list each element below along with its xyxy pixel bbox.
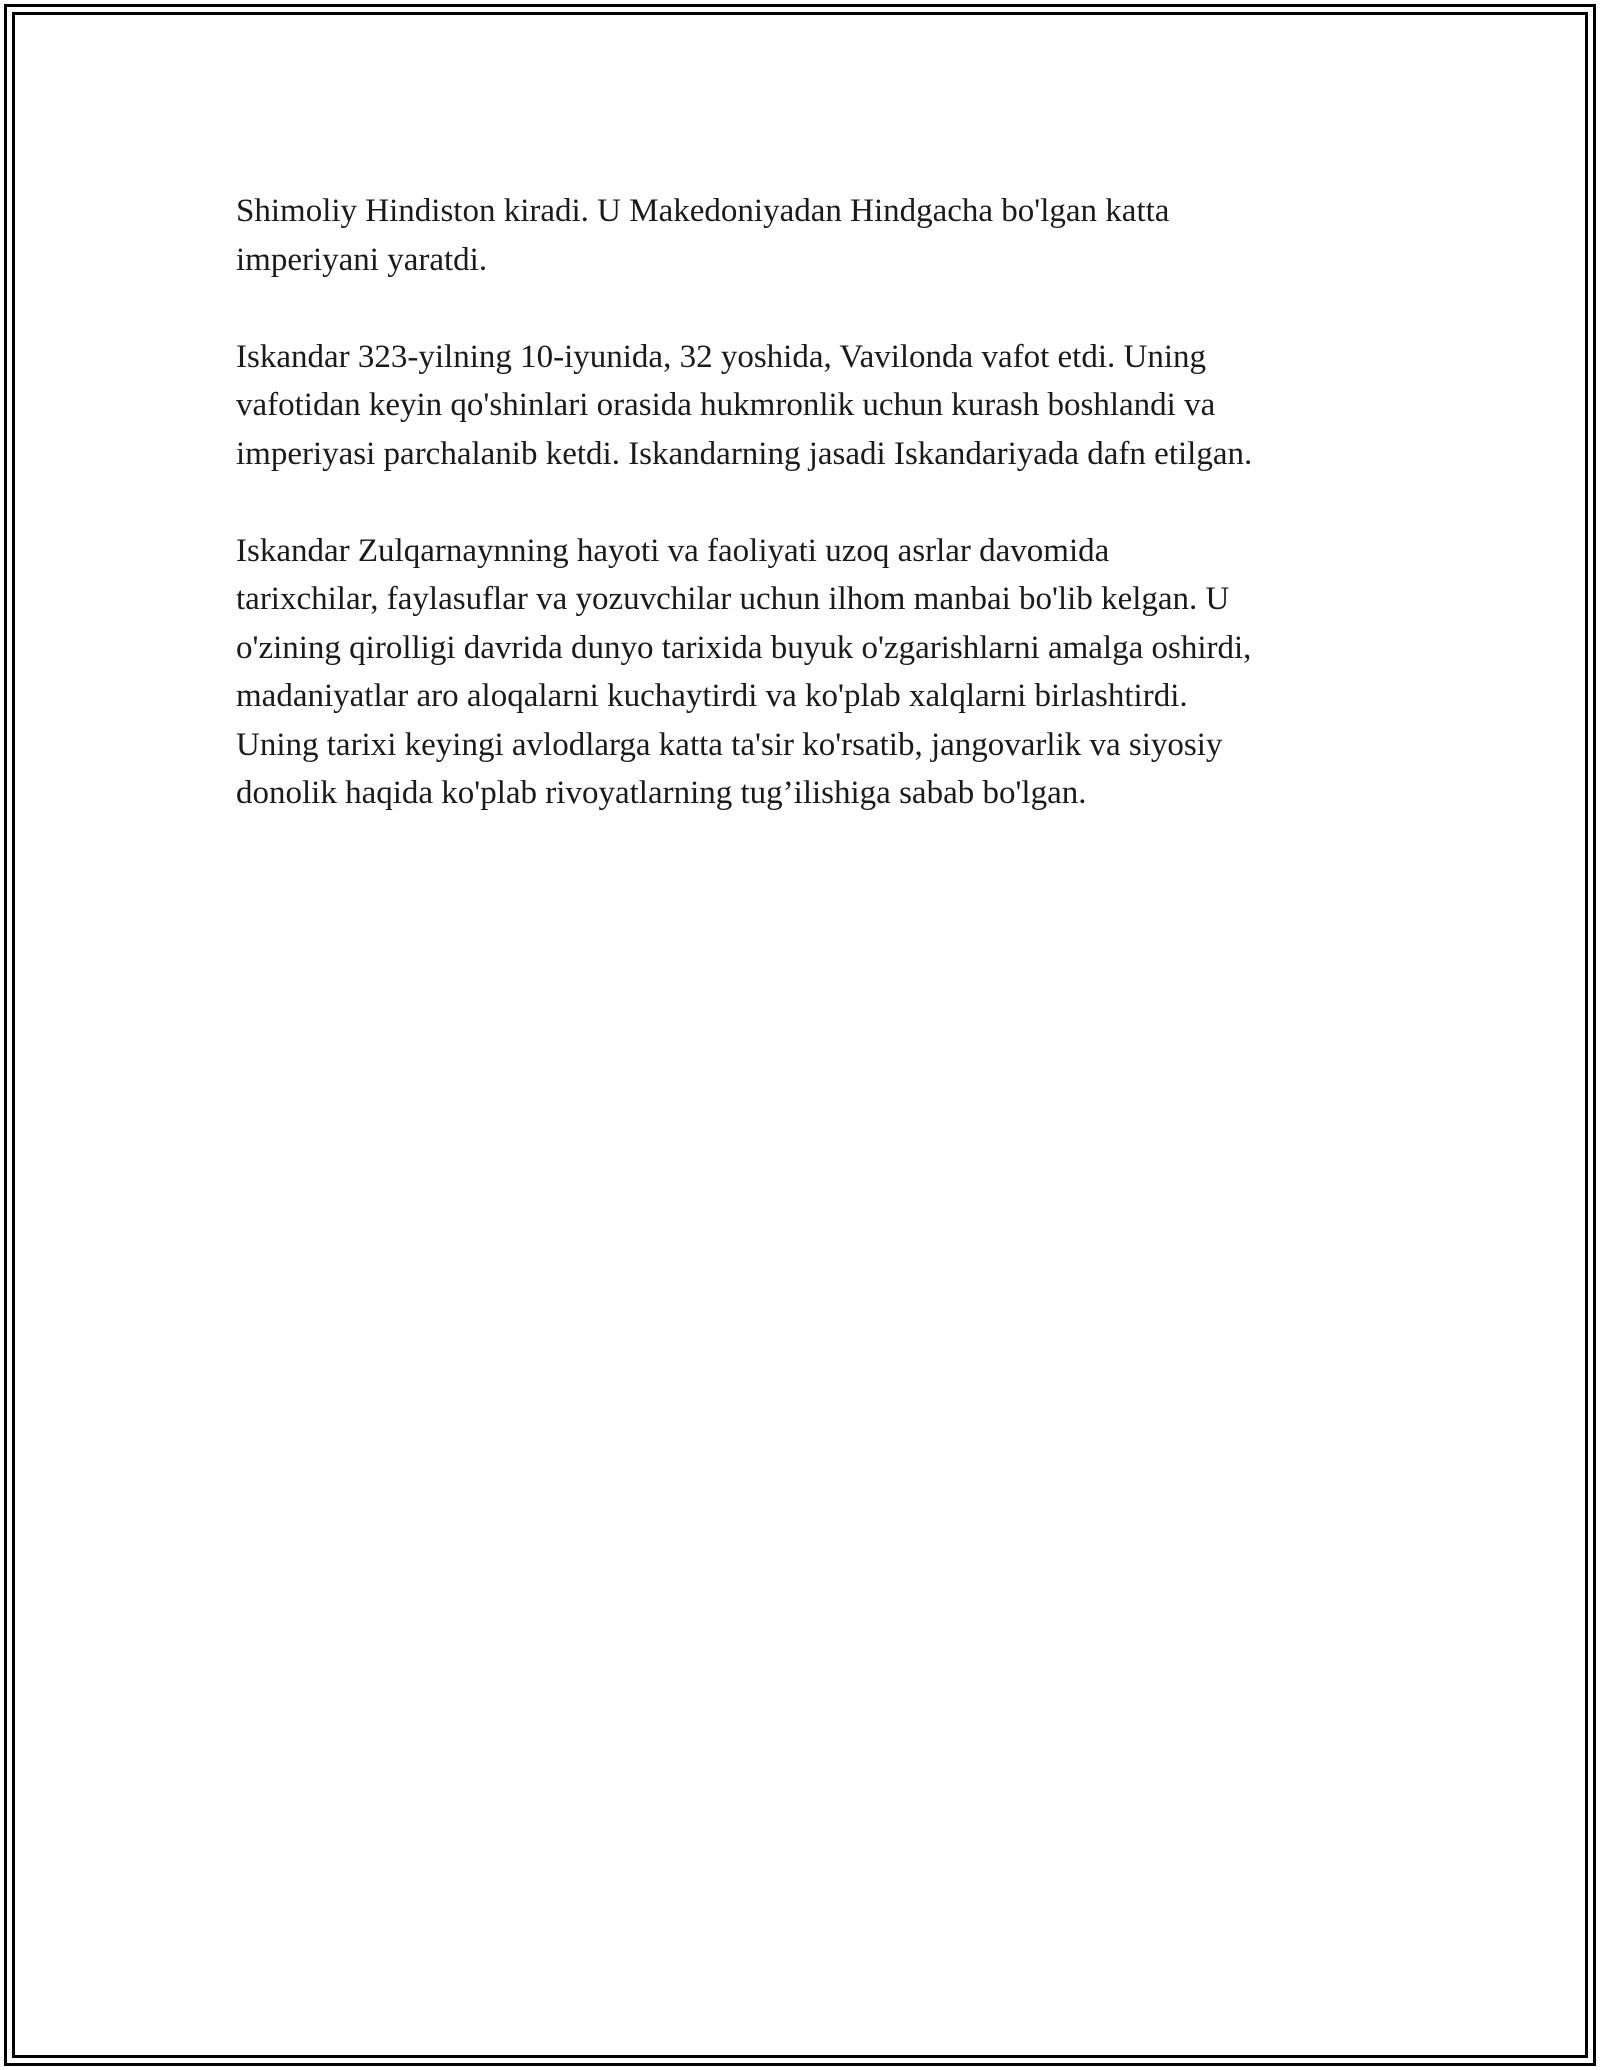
paragraph-line: donolik haqida ko'plab rivoyatlarning tug’ilishiga sabab bo'lgan. bbox=[236, 775, 1087, 811]
paragraph-1 bbox=[236, 187, 1386, 284]
paragraph-line: tarixchilar, faylasuflar va yozuvchilar uchun ilhom manbai bo'lib kelgan. U bbox=[236, 581, 1230, 617]
document-body bbox=[236, 187, 1386, 866]
paragraph-line: imperiyani yaratdi. bbox=[236, 241, 488, 278]
paragraph-3 bbox=[236, 527, 1386, 818]
paragraph-line: Uning tarixi keyingi avlodlarga katta ta'sir ko'rsatib, jangovarlik va siyosiy bbox=[236, 726, 1223, 763]
paragraph-2 bbox=[236, 333, 1386, 479]
paragraph-line: Iskandar 323-yilning 10-iyunida, 32 yoshida, Vavilonda vafot etdi. Uning bbox=[236, 338, 1206, 375]
paragraph-line: Shimoliy Hindiston kiradi. U Makedoniyadan Hindgacha bo'lgan katta bbox=[236, 193, 1170, 229]
paragraph-line: vafotidan keyin qo'shinlari orasida hukmronlik uchun kurash boshlandi va bbox=[236, 387, 1216, 423]
paragraph-line: madaniyatlar aro aloqalarni kuchaytirdi va ko'plab xalqlarni birlashtirdi. bbox=[236, 678, 1188, 714]
paragraph-line: o'zining qirolligi davrida dunyo tarixida buyuk o'zgarishlarni amalga oshirdi, bbox=[236, 629, 1252, 666]
paragraph-line: Iskandar Zulqarnaynning hayoti va faoliyati uzoq asrlar davomida bbox=[236, 532, 1110, 569]
paragraph-line: imperiyasi parchalanib ketdi. Iskandarning jasadi Iskandariyada dafn etilgan. bbox=[236, 435, 1253, 472]
